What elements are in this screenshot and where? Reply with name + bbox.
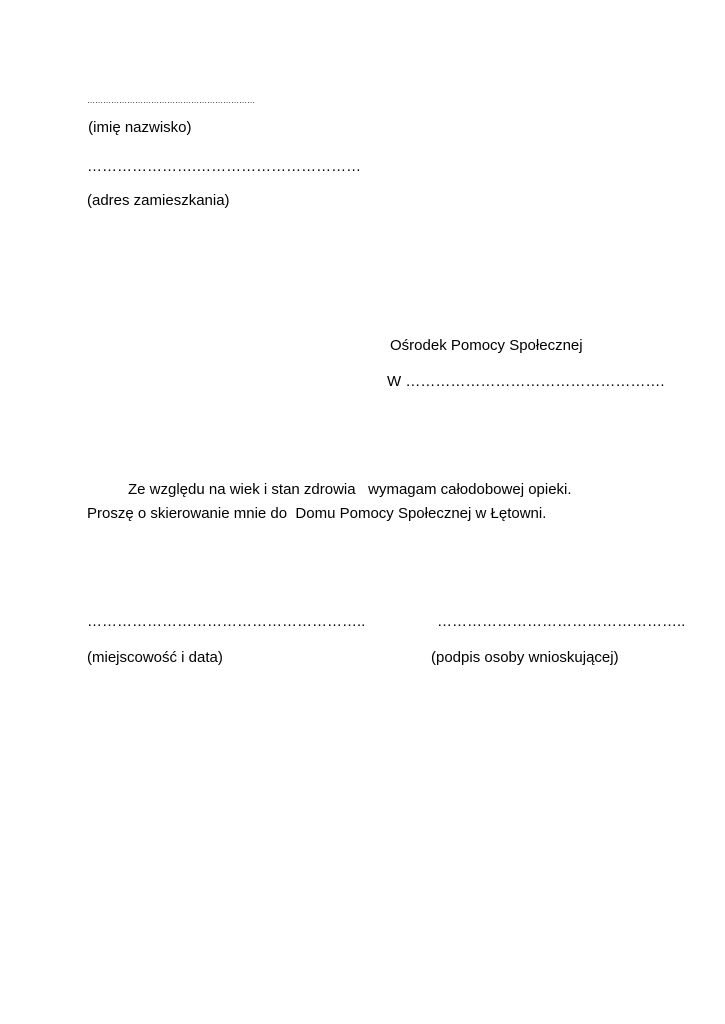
address-caption: (adres zamieszkania) — [87, 192, 230, 209]
recipient-location-line: W ……………………………………………. — [387, 373, 665, 390]
name-caption: (imię nazwisko) — [84, 119, 192, 136]
body-line-2: Proszę o skierowanie mnie do Domu Pomocy Społecznej w Łętowni. — [87, 505, 547, 522]
signature-caption: (podpis osoby wnioskującej) — [431, 649, 619, 666]
name-placeholder-line: ……………………………………………………… — [87, 96, 255, 105]
place-date-placeholder-line: ……………………………………………….. — [87, 613, 366, 630]
address-placeholder-line: ………………….…………………………… — [87, 158, 362, 175]
recipient-institution: Ośrodek Pomocy Społecznej — [390, 337, 583, 354]
place-date-caption: (miejscowość i data) — [87, 649, 223, 666]
body-line-1: Ze względu na wiek i stan zdrowia wymagam całodobowej opieki. — [128, 481, 572, 498]
signature-placeholder-line: ………………………………………….. — [437, 613, 686, 630]
